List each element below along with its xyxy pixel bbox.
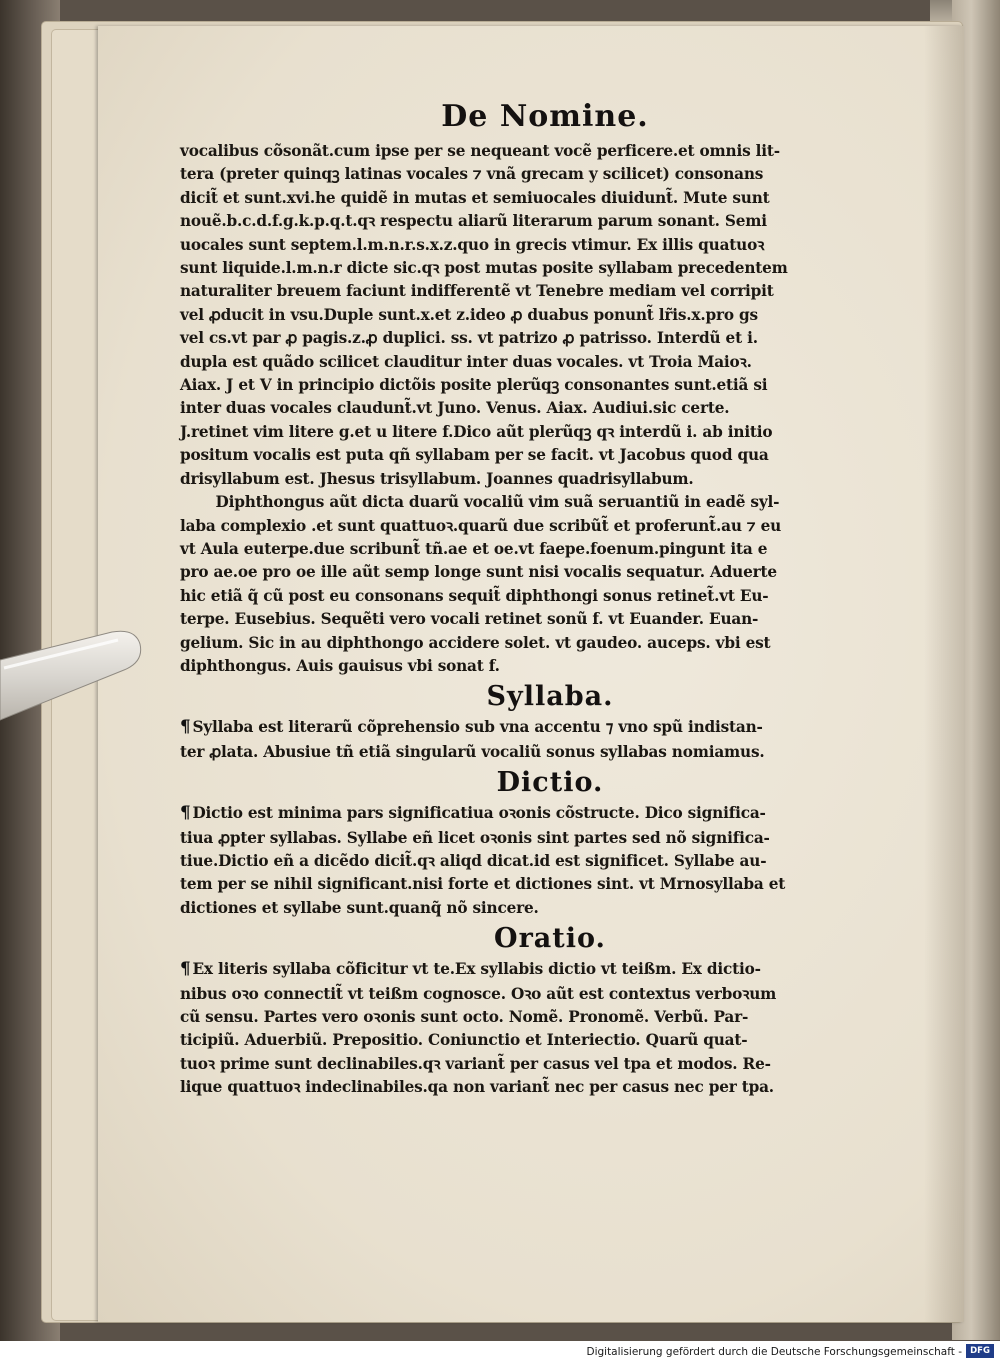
footer-bar bbox=[0, 1341, 1000, 1361]
text-line bbox=[180, 715, 940, 739]
page-heading: De Nomine. bbox=[441, 99, 649, 134]
section-paragraph bbox=[180, 801, 950, 919]
pilcrow-mark: ¶ bbox=[180, 959, 191, 980]
text-line: J.retinet vim litere g.et u litere f.Dico aũt plerũqꝫ qꝛ interdũ i. ab initio bbox=[180, 421, 773, 441]
text-line: Aiax. J et V in principio dictõis posite plerũqꝫ consonantes sunt.etiã si bbox=[180, 375, 768, 395]
text-line: vel ꝓducit in vsu.Duple sunt.x.et z.ideo ꝓ duabus ponunt̃ lr̃is.x.pro gs bbox=[180, 304, 758, 324]
text-line: tiue.Dictio eñ a dicẽdo dicit̃.qꝛ aliqd dicat.id est significet. Syllabe au- bbox=[180, 850, 767, 870]
text-line: ticipiũ. Aduerbiũ. Prepositio. Coniunctio et Interiectio. Quarũ quat- bbox=[180, 1030, 748, 1050]
text-line: tiua ꝓpter syllabas. Syllabe eñ licet oꝛonis sint partes sed nõ significa- bbox=[180, 827, 770, 847]
text-line-content: Syllaba est literarũ cõprehensio sub vna accentu ⁊ vno spũ indistan- bbox=[192, 717, 763, 737]
text-line: uocales sunt septem.l.m.n.r.s.x.z.quo in grecis vtimur. Ex illis quatuoꝛ bbox=[180, 234, 765, 254]
bookmark-strip bbox=[0, 630, 150, 722]
section-paragraph bbox=[180, 957, 950, 1098]
text-line: sunt liquide.l.m.n.r dicte sic.qꝛ post mutas posite syllabam precedentem bbox=[180, 258, 788, 278]
text-line-content: Ex literis syllaba cõficitur vt te.Ex syllabis dictio vt teißm. Ex dictio- bbox=[192, 959, 761, 979]
text-line: tem per se nihil significant.nisi forte et dictiones sint. vt Mrnosyllaba et bbox=[180, 874, 786, 894]
text-line: positum vocalis est puta qñ syllabam per se facit. vt Jacobus quod qua bbox=[180, 445, 769, 465]
text-line: dupla est quãdo scilicet clauditur inter duas vocales. vt Troia Maioꝛ. bbox=[180, 351, 752, 371]
section-heading: Syllaba. bbox=[486, 681, 614, 713]
text-line: inter duas vocales claudunt̃.vt Juno. Venus. Aiax. Audiui.sic certe. bbox=[180, 398, 730, 418]
text-line: diphthongus. Auis gauisus vbi sonat f. bbox=[180, 655, 500, 675]
text-line: terpe. Eusebius. Sequẽti vero vocali retinet sonũ f. vt Euander. Euan- bbox=[180, 609, 759, 629]
paragraphs bbox=[180, 139, 950, 677]
text-line: vel cs.vt par ꝓ pagis.z.ꝓ duplici. ss. vt patrizo ꝓ patrisso. Interdũ et i. bbox=[180, 328, 758, 348]
text-line: tera (preter quinqꝫ latinas vocales ⁊ vnã grecam y scilicet) consonans bbox=[180, 164, 764, 184]
section-heading: Dictio. bbox=[496, 767, 604, 799]
text-line: cũ sensu. Partes vero oꝛonis sunt octo. Nomẽ. Pronomẽ. Verbũ. Par- bbox=[180, 1007, 749, 1026]
text-line: nouẽ.b.c.d.f.g.k.p.q.t.qꝛ respectu aliarũ literarum parum sonant. Semi bbox=[180, 211, 767, 231]
pilcrow-mark: ¶ bbox=[180, 803, 191, 824]
text-line: tuoꝛ prime sunt declinabiles.qꝛ variant̃ per casus vel tpa et modos. Re- bbox=[180, 1053, 771, 1073]
sections bbox=[180, 679, 950, 1098]
text-line: vt Aula euterpe.due scribunt̃ tñ.ae et oe.vt faepe.foenum.pingunt ita e bbox=[180, 538, 768, 558]
section-heading: Oratio. bbox=[494, 923, 606, 955]
text-line: Diphthongus aũt dicta duarũ vocaliũ vim suã seruantiũ in eadẽ syl- bbox=[215, 492, 780, 512]
text-line: drisyllabum est. Jhesus trisyllabum. Joannes quadrisyllabum. bbox=[180, 468, 694, 488]
dfg-logo: DFG bbox=[966, 1344, 994, 1358]
text-line: ter ꝓlata. Abusiue tñ etiã singularũ vocaliũ sonus syllabas nomiamus. bbox=[180, 741, 765, 761]
footer-funding-text: Digitalisierung gefördert durch die Deutsche Forschungsgemeinschaft - bbox=[586, 1346, 962, 1358]
text-line: vocalibus cõsonãt.cum ipse per se nequeant vocẽ perficere.et omnis lit- bbox=[180, 141, 780, 160]
text-line: nibus oꝛo connectit̃ vt teißm cognosce. Oꝛo aũt est contextus verboꝛum bbox=[180, 983, 777, 1003]
page-text-block bbox=[180, 95, 950, 1099]
paragraph bbox=[180, 139, 950, 490]
text-line: laba complexio .et sunt quattuoꝛ.quarũ due scribũt̃ et proferunt̃.au ⁊ eu bbox=[180, 515, 782, 535]
text-line: naturaliter breuem faciunt indifferentẽ vt Tenebre mediam vel corripit bbox=[180, 281, 774, 301]
text-line-content: Dictio est minima pars significatiua oꝛonis cõstructe. Dico significa- bbox=[192, 803, 766, 823]
section-paragraph bbox=[180, 715, 950, 763]
paragraph bbox=[180, 490, 950, 677]
text-line: gelium. Sic in au diphthongo accidere solet. vt gaudeo. auceps. vbi est bbox=[180, 632, 771, 652]
text-line: hic etiã q̃ cũ post eu consonans sequit̃ diphthongi sonus retinet̃.vt Eu- bbox=[180, 585, 769, 605]
text-line: pro ae.oe pro oe ille aũt semp longe sunt nisi vocalis sequatur. Aduerte bbox=[180, 562, 777, 582]
text-line: dicit̃ et sunt.xvi.he quidẽ in mutas et semiuocales diuidunt̃. Mute sunt bbox=[180, 187, 770, 207]
text-line: dictiones et syllabe sunt.quanq̃ nõ sincere. bbox=[180, 897, 539, 917]
text-line bbox=[180, 801, 940, 825]
text-line bbox=[180, 957, 940, 981]
pilcrow-mark: ¶ bbox=[180, 717, 191, 738]
text-line: lique quattuoꝛ indeclinabiles.qa non variant̃ nec per casus nec per tpa. bbox=[180, 1077, 774, 1097]
